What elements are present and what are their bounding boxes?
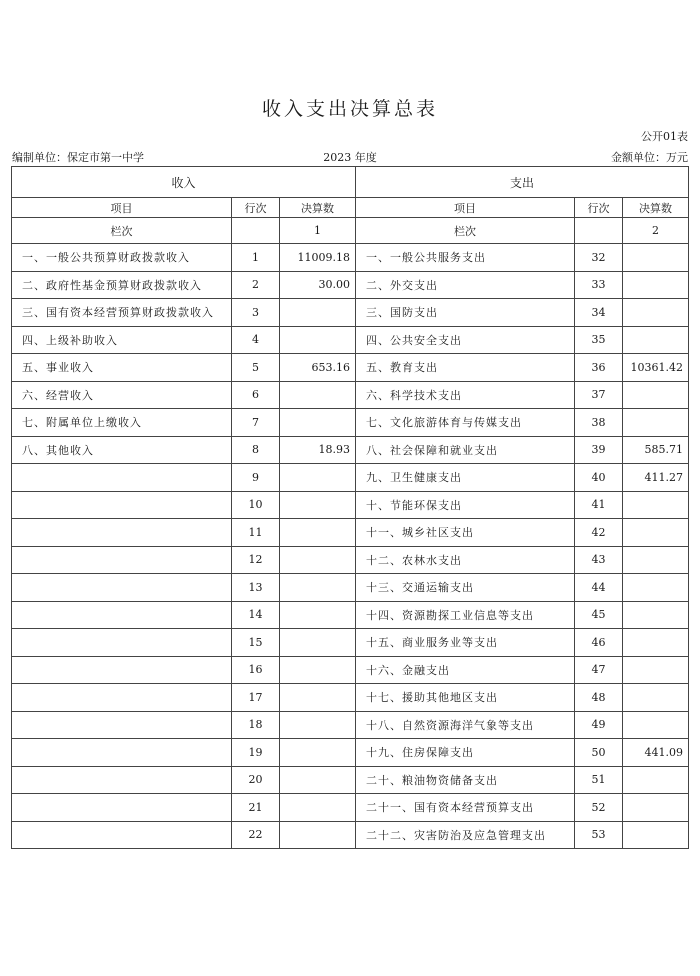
income-item-cell (12, 766, 232, 794)
expense-item-cell: 十五、商业服务业等支出 (356, 629, 575, 657)
table-row (12, 491, 689, 519)
income-section-header: 收入 (12, 167, 356, 198)
reporting-unit: 编制单位：保定市第一中学 (12, 151, 144, 164)
expense-line-cell: 35 (575, 326, 623, 354)
table-row (12, 574, 689, 602)
expense-line-cell: 43 (575, 546, 623, 574)
table-row (12, 821, 689, 849)
expense-line-cell: 42 (575, 519, 623, 547)
table-body (12, 244, 689, 849)
expense-line-cell: 39 (575, 436, 623, 464)
expense-line-cell: 33 (575, 271, 623, 299)
expense-line-cell: 46 (575, 629, 623, 657)
table-row (12, 244, 689, 272)
income-amount-cell (280, 326, 356, 354)
income-line-cell: 2 (232, 271, 280, 299)
expense-item-cell: 六、科学技术支出 (356, 381, 575, 409)
expense-amount-cell (623, 519, 689, 547)
expense-amount-cell (623, 271, 689, 299)
income-item-cell (12, 519, 232, 547)
expense-item-cell: 九、卫生健康支出 (356, 464, 575, 492)
table-row (12, 794, 689, 822)
expense-amount-cell (623, 711, 689, 739)
table-row (12, 519, 689, 547)
table-row (12, 629, 689, 657)
expense-amount-cell (623, 794, 689, 822)
income-amount-cell: 18.93 (280, 436, 356, 464)
table-row (12, 684, 689, 712)
income-amount-cell (280, 629, 356, 657)
expense-amount-cell: 10361.42 (623, 354, 689, 382)
income-line-cell: 18 (232, 711, 280, 739)
expense-item-cell: 十六、金融支出 (356, 656, 575, 684)
expense-amount-cell (623, 821, 689, 849)
expense-item-cell: 二十一、国有资本经营预算支出 (356, 794, 575, 822)
expense-item-cell: 十七、援助其他地区支出 (356, 684, 575, 712)
income-item-cell (12, 601, 232, 629)
expense-amount-cell: 441.09 (623, 739, 689, 767)
income-item-cell (12, 656, 232, 684)
expense-line-header: 行次 (575, 198, 623, 218)
table-row (12, 409, 689, 437)
income-line-cell: 11 (232, 519, 280, 547)
table-row (12, 271, 689, 299)
expense-line-cell: 32 (575, 244, 623, 272)
income-line-cell: 7 (232, 409, 280, 437)
table-row (12, 711, 689, 739)
income-amount-cell (280, 821, 356, 849)
income-amount-cell (280, 711, 356, 739)
expense-line-cell: 52 (575, 794, 623, 822)
expense-amount-cell (623, 491, 689, 519)
expense-line-cell: 37 (575, 381, 623, 409)
income-line-cell: 20 (232, 766, 280, 794)
income-item-cell (12, 794, 232, 822)
expense-line-cell: 34 (575, 299, 623, 327)
income-line-cell: 16 (232, 656, 280, 684)
expense-item-header: 项目 (356, 198, 575, 218)
expense-amount-cell (623, 574, 689, 602)
expense-line-cell: 53 (575, 821, 623, 849)
expense-item-cell: 十八、自然资源海洋气象等支出 (356, 711, 575, 739)
expense-amount-cell (623, 299, 689, 327)
table-row (12, 381, 689, 409)
income-line-cell: 8 (232, 436, 280, 464)
expense-line-cell: 36 (575, 354, 623, 382)
expense-item-cell: 十九、住房保障支出 (356, 739, 575, 767)
income-line-cell: 10 (232, 491, 280, 519)
income-amount-cell (280, 684, 356, 712)
income-amount-cell (280, 464, 356, 492)
income-expense-table (11, 166, 689, 849)
expense-item-cell: 三、国防支出 (356, 299, 575, 327)
table-row (12, 464, 689, 492)
expense-amount-cell (623, 684, 689, 712)
income-amount-cell (280, 381, 356, 409)
income-amount-cell (280, 574, 356, 602)
income-line-cell: 1 (232, 244, 280, 272)
income-item-cell (12, 629, 232, 657)
income-line-cell: 12 (232, 546, 280, 574)
income-line-header: 行次 (232, 198, 280, 218)
income-line-cell: 22 (232, 821, 280, 849)
income-line-cell: 4 (232, 326, 280, 354)
income-line-cell: 19 (232, 739, 280, 767)
form-number: 公开01表 (641, 130, 688, 143)
expense-line-cell: 49 (575, 711, 623, 739)
income-amount-cell (280, 739, 356, 767)
income-item-cell (12, 491, 232, 519)
expense-amount-header: 决算数 (623, 198, 689, 218)
income-line-cell: 21 (232, 794, 280, 822)
income-item-cell (12, 684, 232, 712)
income-amount-cell: 653.16 (280, 354, 356, 382)
income-amount-header: 决算数 (280, 198, 356, 218)
expense-line-cell: 48 (575, 684, 623, 712)
expense-item-cell: 一、一般公共服务支出 (356, 244, 575, 272)
income-line-cell: 14 (232, 601, 280, 629)
income-item-cell (12, 546, 232, 574)
expense-line-cell: 47 (575, 656, 623, 684)
expense-column-label: 栏次 (356, 218, 575, 244)
expense-item-cell: 二十二、灾害防治及应急管理支出 (356, 821, 575, 849)
expense-line-cell: 44 (575, 574, 623, 602)
table-row (12, 436, 689, 464)
expense-item-cell: 二、外交支出 (356, 271, 575, 299)
expense-amount-cell (623, 656, 689, 684)
expense-amount-cell (623, 409, 689, 437)
money-unit: 金额单位：万元 (611, 151, 688, 164)
income-line-cell: 9 (232, 464, 280, 492)
income-item-cell: 五、事业收入 (12, 354, 232, 382)
income-item-cell (12, 711, 232, 739)
income-line-cell: 15 (232, 629, 280, 657)
table-row (12, 739, 689, 767)
income-amount-cell (280, 656, 356, 684)
income-item-cell (12, 464, 232, 492)
income-line-cell: 17 (232, 684, 280, 712)
expense-column-number: 2 (623, 218, 689, 244)
income-amount-cell (280, 519, 356, 547)
income-column-label: 栏次 (12, 218, 232, 244)
income-amount-cell (280, 299, 356, 327)
expense-amount-cell: 585.71 (623, 436, 689, 464)
table-row (12, 656, 689, 684)
expense-amount-cell (623, 629, 689, 657)
income-amount-cell (280, 601, 356, 629)
income-amount-cell (280, 766, 356, 794)
fiscal-year: 2023 年度 (323, 151, 377, 164)
expense-amount-cell (623, 546, 689, 574)
income-item-cell (12, 821, 232, 849)
income-column-blank (232, 218, 280, 244)
expense-item-cell: 七、文化旅游体育与传媒支出 (356, 409, 575, 437)
expense-item-cell: 五、教育支出 (356, 354, 575, 382)
income-item-cell (12, 574, 232, 602)
expense-item-cell: 十二、农林水支出 (356, 546, 575, 574)
table-row (12, 326, 689, 354)
expense-amount-cell (623, 601, 689, 629)
income-amount-cell (280, 794, 356, 822)
expense-item-cell: 二十、粮油物资储备支出 (356, 766, 575, 794)
income-amount-cell (280, 546, 356, 574)
expense-amount-cell (623, 326, 689, 354)
expense-item-cell: 十四、资源勘探工业信息等支出 (356, 601, 575, 629)
income-item-cell: 二、政府性基金预算财政拨款收入 (12, 271, 232, 299)
table-row (12, 766, 689, 794)
income-column-number: 1 (280, 218, 356, 244)
income-line-cell: 13 (232, 574, 280, 602)
table-row (12, 299, 689, 327)
expense-line-cell: 50 (575, 739, 623, 767)
income-item-cell: 三、国有资本经营预算财政拨款收入 (12, 299, 232, 327)
income-amount-cell (280, 409, 356, 437)
expense-item-cell: 十一、城乡社区支出 (356, 519, 575, 547)
income-item-cell: 八、其他收入 (12, 436, 232, 464)
expense-line-cell: 45 (575, 601, 623, 629)
income-line-cell: 6 (232, 381, 280, 409)
income-line-cell: 3 (232, 299, 280, 327)
table-row (12, 354, 689, 382)
expense-column-blank (575, 218, 623, 244)
expense-item-cell: 十、节能环保支出 (356, 491, 575, 519)
income-item-cell: 一、一般公共预算财政拨款收入 (12, 244, 232, 272)
income-item-cell (12, 739, 232, 767)
income-amount-cell: 11009.18 (280, 244, 356, 272)
page-title: 收入支出决算总表 (261, 98, 438, 120)
expense-amount-cell (623, 244, 689, 272)
income-line-cell: 5 (232, 354, 280, 382)
expense-amount-cell (623, 766, 689, 794)
income-amount-cell: 30.00 (280, 271, 356, 299)
expense-line-cell: 40 (575, 464, 623, 492)
income-item-cell: 七、附属单位上缴收入 (12, 409, 232, 437)
expense-line-cell: 38 (575, 409, 623, 437)
expense-item-cell: 四、公共安全支出 (356, 326, 575, 354)
table-row (12, 546, 689, 574)
expense-line-cell: 51 (575, 766, 623, 794)
income-item-cell: 六、经营收入 (12, 381, 232, 409)
expense-amount-cell (623, 381, 689, 409)
expense-item-cell: 十三、交通运输支出 (356, 574, 575, 602)
income-amount-cell (280, 491, 356, 519)
income-item-cell: 四、上级补助收入 (12, 326, 232, 354)
expense-item-cell: 八、社会保障和就业支出 (356, 436, 575, 464)
expense-section-header: 支出 (356, 167, 689, 198)
expense-amount-cell: 411.27 (623, 464, 689, 492)
table-row (12, 601, 689, 629)
income-item-header: 项目 (12, 198, 232, 218)
expense-line-cell: 41 (575, 491, 623, 519)
